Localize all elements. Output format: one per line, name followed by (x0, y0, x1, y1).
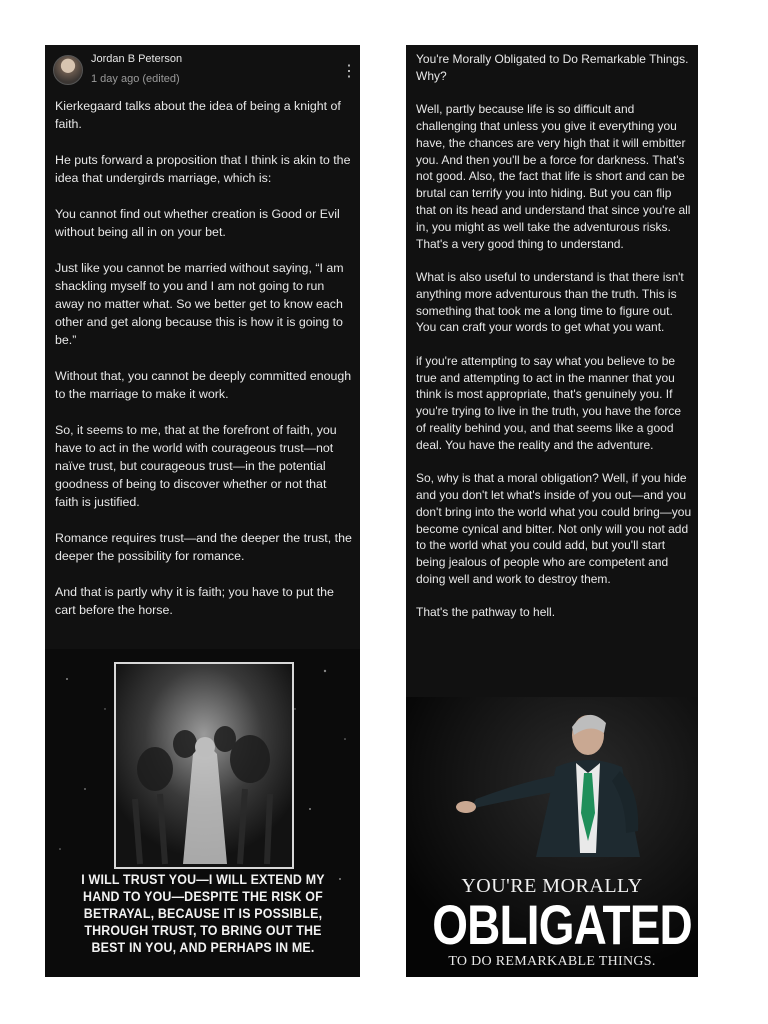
post-paragraph: You cannot find out whether creation is Good or Evil without being all in on your bet. (55, 207, 340, 239)
post-body-right (416, 51, 694, 638)
image-quote-caption: I WILL TRUST YOU—I WILL EXTEND MY HAND TO YOU—DESPITE THE RISK OF BETRAYAL, BECAUSE IT IS POSSIBLE, THROUGH TRUST, TO BRING OUT THE BEST IN YOU, AND PERHAPS IN ME. (81, 872, 325, 955)
poster-title-line1: YOU'RE MORALLY (461, 875, 643, 897)
post-timestamp: 1 day ago (edited) (91, 73, 180, 85)
post-body (55, 97, 353, 637)
post-paragraph: So, why is that a moral obligation? Well, if you hide and you don't let what's inside of you out—and you don't bring into the world what you could bring—you become cynical and bitter. Not only will you not add to the world what you could add, but you'll start being jealous of people who are competent and doing well and work to destroy them. (416, 471, 692, 586)
post-paragraph: Kierkegaard talks about the idea of being a knight of faith. (55, 99, 341, 131)
post-paragraph: So, it seems to me, that at the forefront of faith, you have to act in the world with courageous trust—not naïve trust, but courageous trust—in the potential goodness of being to discover whether or not that faith is justified. (55, 423, 337, 509)
more-vertical-icon[interactable]: ⋮ (341, 63, 357, 80)
post-paragraph: You're Morally Obligated to Do Remarkable Things. Why? (416, 52, 689, 83)
post-card-right (406, 45, 698, 977)
poster-title-sub: TO DO REMARKABLE THINGS. (448, 954, 656, 969)
post-card-left (45, 45, 360, 977)
post-paragraph: That's the pathway to hell. (416, 605, 556, 620)
post-image-engraving[interactable] (45, 649, 360, 977)
post-paragraph: Romance requires trust—and the deeper the trust, the deeper the possibility for romance. (55, 531, 352, 563)
post-paragraph: Without that, you cannot be deeply committed enough to the marriage to make it work. (55, 369, 352, 401)
post-image-poster[interactable] (406, 697, 698, 977)
post-paragraph: if you're attempting to say what you believe to be true and attempting to act in the manner that you think is most appropriate, that's genuinely you. If you're trying to live in the truth, you have the force of reality behind you, and that seems like a good deal. You have the reality and the adventure. (416, 353, 682, 452)
post-header (45, 45, 360, 93)
author-name[interactable]: Jordan B Peterson (91, 53, 183, 65)
post-paragraph: And that is partly why it is faith; you have to put the cart before the horse. (55, 585, 334, 617)
post-paragraph: What is also useful to understand is that there isn't anything more adventurous than the truth. This is something that took me a long time to figure out. You can craft your words to get what you want. (416, 269, 684, 335)
post-paragraph: He puts forward a proposition that I think is akin to the idea that undergirds marriage, which is: (55, 153, 351, 185)
post-paragraph: Well, partly because life is so difficult and challenging that unless you give it everything you have, the chances are very high that it will embitter you. And then you'll be a force for darkness. That's not good. Also, the fact that life is short and can be brutal can terrify you into hiding. But you can flip that on its head and understand that since you're all in, you might as well take the adventurous risks. That's a very good thing to understand. (416, 102, 691, 251)
poster-title-main: OBLIGATED (432, 893, 692, 956)
post-paragraph: Just like you cannot be married without saying, “I am shackling myself to you and I am not going to run away no matter what. So we better get to know each other and get along because this is how it is going to be.” (55, 261, 344, 347)
avatar[interactable] (53, 55, 83, 85)
